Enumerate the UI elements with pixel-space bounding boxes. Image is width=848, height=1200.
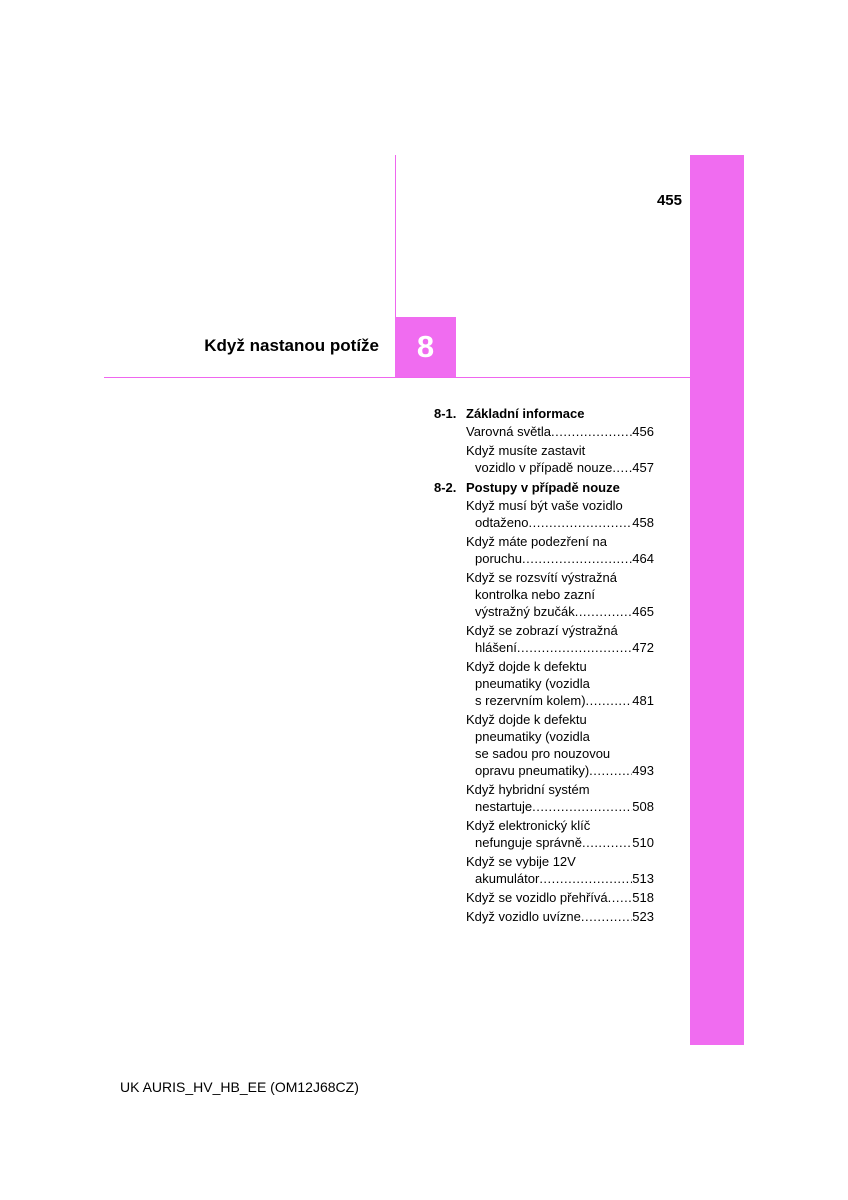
toc-entry-text: poruchu bbox=[475, 551, 522, 566]
chapter-side-tab bbox=[690, 155, 744, 1045]
toc-entry-leader-line bbox=[466, 639, 654, 656]
toc-entry-text: Když se rozsvítí výstražná bbox=[466, 570, 617, 585]
toc-entry-text: akumulátor bbox=[475, 871, 540, 886]
toc-entry-text: nestartuje bbox=[475, 799, 533, 814]
toc-entry-text: Když musí být vaše vozidlo bbox=[466, 498, 623, 513]
toc-entry-leader-line bbox=[466, 762, 654, 779]
toc-entry-text: Když musíte zastavit bbox=[466, 443, 586, 458]
toc-entry-text: Když vozidlo uvízne bbox=[466, 909, 581, 924]
dot-leader bbox=[589, 762, 632, 779]
toc-page-number: 457 bbox=[632, 460, 654, 475]
toc-entry-leader-line bbox=[466, 798, 654, 815]
dot-leader bbox=[608, 889, 633, 906]
toc-page-number: 508 bbox=[632, 799, 654, 814]
toc-entry[interactable] bbox=[466, 497, 654, 531]
toc-section-heading[interactable] bbox=[434, 479, 654, 496]
toc-entry-leader-line bbox=[466, 459, 654, 476]
toc-entry-text: pneumatiky (vozidla bbox=[475, 729, 590, 744]
toc-entry-text: s rezervním kolem) bbox=[475, 693, 586, 708]
toc-page-number: 493 bbox=[632, 763, 654, 778]
toc-entry-text: odtaženo bbox=[475, 515, 529, 530]
toc-entry-leader-line bbox=[466, 603, 654, 620]
dot-leader bbox=[575, 603, 633, 620]
toc-entry-text: vozidlo v případě nouze bbox=[475, 460, 613, 475]
toc-entry-leader-line bbox=[466, 423, 654, 440]
toc-entry-leader-line bbox=[466, 889, 654, 906]
toc-entry-leader-line bbox=[466, 908, 654, 925]
footer-code: UK AURIS_HV_HB_EE (OM12J68CZ) bbox=[120, 1079, 359, 1095]
dot-leader bbox=[529, 514, 633, 531]
toc-entry[interactable] bbox=[466, 533, 654, 567]
toc-entry-text: pneumatiky (vozidla bbox=[475, 676, 590, 691]
toc-entry-text: Když hybridní systém bbox=[466, 782, 590, 797]
toc-entry-text: hlášení bbox=[475, 640, 517, 655]
toc-entry-text: Když dojde k defektu bbox=[466, 712, 587, 727]
toc-entry-leader-line bbox=[466, 514, 654, 531]
toc-entry-text: se sadou pro nouzovou bbox=[475, 746, 611, 761]
toc-entry-text: Když elektronický klíč bbox=[466, 818, 591, 833]
toc-page-number: 458 bbox=[632, 515, 654, 530]
chapter-title: Když nastanou potíže bbox=[204, 336, 379, 355]
toc-entry-text: Když dojde k defektu bbox=[466, 659, 587, 674]
dot-leader bbox=[586, 692, 633, 709]
toc-entry-text: opravu pneumatiky) bbox=[475, 763, 590, 778]
vertical-rule bbox=[395, 155, 396, 318]
toc-entry-leader-line bbox=[466, 870, 654, 887]
section-number: 8-1. bbox=[434, 406, 457, 421]
toc-section-heading[interactable] bbox=[434, 405, 654, 422]
toc-page-number: 513 bbox=[632, 871, 654, 886]
toc-entry[interactable] bbox=[466, 711, 654, 779]
toc-page-number: 518 bbox=[632, 890, 654, 905]
toc-entry[interactable] bbox=[466, 569, 654, 620]
toc-entry-leader-line bbox=[466, 692, 654, 709]
toc-entry-leader-line bbox=[466, 834, 654, 851]
toc-page-number: 465 bbox=[632, 604, 654, 619]
toc-entry-text: Když se vybije 12V bbox=[466, 854, 576, 869]
section-title: Postupy v případě nouze bbox=[466, 480, 620, 495]
toc-entry[interactable] bbox=[466, 622, 654, 656]
dot-leader bbox=[517, 639, 632, 656]
toc-entry-text: výstražný bzučák bbox=[475, 604, 575, 619]
toc-page-number: 464 bbox=[632, 551, 654, 566]
toc-entry[interactable] bbox=[466, 781, 654, 815]
toc-entry[interactable] bbox=[466, 423, 654, 440]
chapter-number-box: 8 bbox=[395, 317, 456, 377]
section-number: 8-2. bbox=[434, 480, 457, 495]
toc-entry-text: kontrolka nebo zazní bbox=[475, 587, 595, 602]
toc-entry-text: nefunguje správně bbox=[475, 835, 582, 850]
toc-entry-leader-line bbox=[466, 550, 654, 567]
toc-entry[interactable] bbox=[466, 908, 654, 925]
toc-page-number: 456 bbox=[632, 424, 654, 439]
toc-entry[interactable] bbox=[466, 853, 654, 887]
toc-entry-text: Když máte podezření na bbox=[466, 534, 607, 549]
toc-page-number: 523 bbox=[632, 909, 654, 924]
dot-leader bbox=[522, 550, 632, 567]
toc-entry-text: Když se zobrazí výstražná bbox=[466, 623, 618, 638]
dot-leader bbox=[582, 834, 632, 851]
horizontal-rule bbox=[104, 377, 691, 378]
toc-page-number: 510 bbox=[632, 835, 654, 850]
toc-entry-text: Když se vozidlo přehřívá bbox=[466, 890, 608, 905]
toc-entry-text: Varovná světla bbox=[466, 424, 552, 439]
dot-leader bbox=[612, 459, 632, 476]
dot-leader bbox=[581, 908, 632, 925]
toc-entry[interactable] bbox=[466, 889, 654, 906]
dot-leader bbox=[551, 423, 632, 440]
toc-entry[interactable] bbox=[466, 442, 654, 476]
toc-entry[interactable] bbox=[466, 658, 654, 709]
table-of-contents bbox=[434, 405, 654, 925]
section-title: Základní informace bbox=[466, 406, 585, 421]
dot-leader bbox=[539, 870, 632, 887]
toc-page-number: 481 bbox=[632, 693, 654, 708]
toc-entry[interactable] bbox=[466, 817, 654, 851]
toc-page-number: 472 bbox=[632, 640, 654, 655]
dot-leader bbox=[532, 798, 632, 815]
page-number: 455 bbox=[656, 192, 682, 209]
